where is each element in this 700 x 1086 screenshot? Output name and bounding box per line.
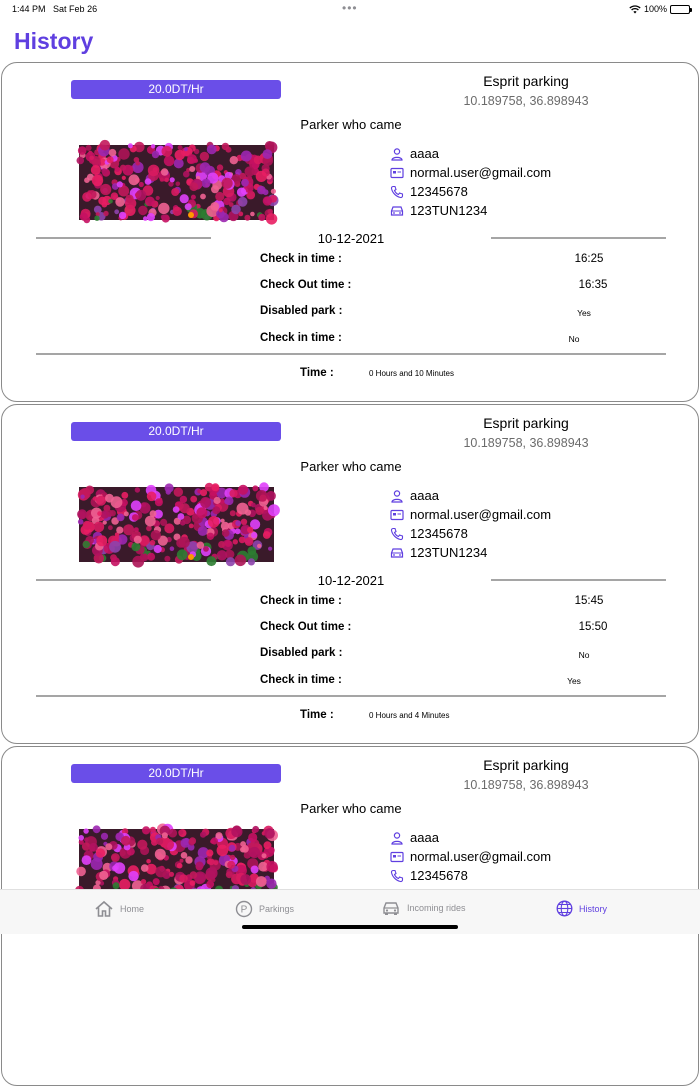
page-title: History bbox=[14, 28, 94, 54]
check-in-label: Check in time : bbox=[260, 674, 342, 686]
user-phone-row bbox=[390, 184, 468, 199]
user-plate-row bbox=[390, 203, 487, 218]
user-name-row bbox=[390, 830, 439, 845]
user-email-row bbox=[390, 507, 551, 522]
parker-section-title: Parker who came bbox=[300, 801, 402, 816]
parker-section-title: Parker who came bbox=[300, 459, 402, 474]
user-email-row bbox=[390, 165, 551, 180]
tab-label: Incoming rides bbox=[407, 903, 466, 913]
disabled-park-label: Disabled park : bbox=[260, 647, 343, 659]
history-list[interactable] bbox=[0, 60, 700, 889]
check-out-label: Check Out time : bbox=[260, 279, 352, 291]
visit-date: 10-12-2021 bbox=[317, 231, 385, 246]
parking-coordinates: 10.189758, 36.898943 bbox=[463, 778, 589, 792]
user-name-row bbox=[390, 146, 439, 161]
rate-badge: 20.0DT/Hr bbox=[71, 764, 281, 783]
person-icon bbox=[390, 147, 404, 161]
time-label: Time : bbox=[300, 367, 334, 379]
house-icon bbox=[94, 900, 114, 918]
multitasking-dots-icon[interactable]: ••• bbox=[342, 1, 358, 15]
car-icon bbox=[390, 546, 404, 560]
parking-name: Esprit parking bbox=[483, 757, 569, 773]
parker-section-title: Parker who came bbox=[300, 117, 402, 132]
user-plate-row bbox=[390, 545, 487, 560]
user-email: normal.user@gmail.com bbox=[410, 507, 552, 522]
tab-incoming-rides[interactable] bbox=[381, 900, 466, 916]
id-card-icon bbox=[390, 850, 404, 864]
svg-text:P: P bbox=[240, 904, 248, 916]
duration-value: 0 Hours and 4 Minutes bbox=[369, 711, 450, 720]
globe-icon bbox=[556, 900, 573, 917]
parking-photo bbox=[79, 145, 274, 220]
rate-badge: 20.0DT/Hr bbox=[71, 80, 281, 99]
phone-icon bbox=[390, 185, 404, 199]
check-out-value: 15:50 bbox=[578, 621, 608, 633]
check-in-extra-value: Yes bbox=[567, 676, 581, 686]
user-email: normal.user@gmail.com bbox=[410, 165, 552, 180]
home-indicator[interactable] bbox=[242, 925, 458, 929]
user-plate: 123TUN1234 bbox=[410, 203, 488, 218]
disabled-park-value: No bbox=[578, 650, 590, 660]
tab-bar bbox=[0, 889, 700, 934]
parking-coordinates: 10.189758, 36.898943 bbox=[463, 94, 589, 108]
check-in-value: 15:45 bbox=[574, 595, 604, 607]
user-email-row bbox=[390, 849, 551, 864]
tab-home[interactable] bbox=[94, 900, 144, 918]
divider bbox=[491, 579, 666, 581]
time-label: Time : bbox=[300, 709, 334, 721]
user-phone-row bbox=[390, 526, 468, 541]
person-icon bbox=[390, 489, 404, 503]
tab-label: History bbox=[579, 903, 608, 914]
user-email: normal.user@gmail.com bbox=[410, 849, 552, 864]
status-bar bbox=[0, 0, 700, 20]
duration-value: 0 Hours and 10 Minutes bbox=[369, 369, 454, 378]
rate-badge: 20.0DT/Hr bbox=[71, 422, 281, 441]
user-name-row bbox=[390, 488, 439, 503]
divider bbox=[36, 353, 666, 355]
car-icon bbox=[381, 900, 401, 916]
parking-photo bbox=[79, 487, 274, 562]
divider bbox=[36, 695, 666, 697]
check-in-extra-value: No bbox=[568, 334, 580, 344]
user-phone: 12345678 bbox=[410, 868, 468, 883]
history-card[interactable] bbox=[1, 62, 699, 402]
visit-date: 10-12-2021 bbox=[317, 573, 385, 588]
id-card-icon bbox=[390, 166, 404, 180]
tab-history[interactable] bbox=[556, 900, 607, 917]
history-card[interactable] bbox=[1, 404, 699, 744]
check-in-label: Check in time : bbox=[260, 595, 342, 607]
divider bbox=[491, 237, 666, 239]
person-icon bbox=[390, 831, 404, 845]
id-card-icon bbox=[390, 508, 404, 522]
car-icon bbox=[390, 204, 404, 218]
status-time: 1:44 PM Sat Feb 26 bbox=[12, 4, 98, 14]
parking-circle-icon bbox=[235, 900, 253, 918]
check-out-label: Check Out time : bbox=[260, 621, 352, 633]
user-name: aaaa bbox=[410, 146, 439, 161]
disabled-park-value: Yes bbox=[577, 308, 591, 318]
check-in-label: Check in time : bbox=[260, 332, 342, 344]
parking-coordinates: 10.189758, 36.898943 bbox=[463, 436, 589, 450]
phone-icon bbox=[390, 869, 404, 883]
phone-icon bbox=[390, 527, 404, 541]
tab-label: Parkings bbox=[259, 904, 295, 914]
user-plate: 123TUN1234 bbox=[410, 545, 488, 560]
check-in-value: 16:25 bbox=[574, 253, 604, 265]
check-in-label: Check in time : bbox=[260, 253, 342, 265]
user-name: aaaa bbox=[410, 830, 439, 845]
user-phone: 12345678 bbox=[410, 184, 468, 199]
status-indicators bbox=[629, 4, 690, 14]
parking-name: Esprit parking bbox=[483, 73, 569, 89]
wifi-icon bbox=[629, 5, 641, 14]
tab-parkings[interactable] bbox=[235, 900, 294, 918]
user-phone-row bbox=[390, 868, 468, 883]
check-out-value: 16:35 bbox=[578, 279, 608, 291]
disabled-park-label: Disabled park : bbox=[260, 305, 343, 317]
parking-name: Esprit parking bbox=[483, 415, 569, 431]
battery-icon bbox=[670, 5, 690, 14]
tab-label: Home bbox=[120, 904, 145, 914]
user-phone: 12345678 bbox=[410, 526, 468, 541]
user-name: aaaa bbox=[410, 488, 439, 503]
battery-percent: 100% bbox=[643, 4, 667, 14]
